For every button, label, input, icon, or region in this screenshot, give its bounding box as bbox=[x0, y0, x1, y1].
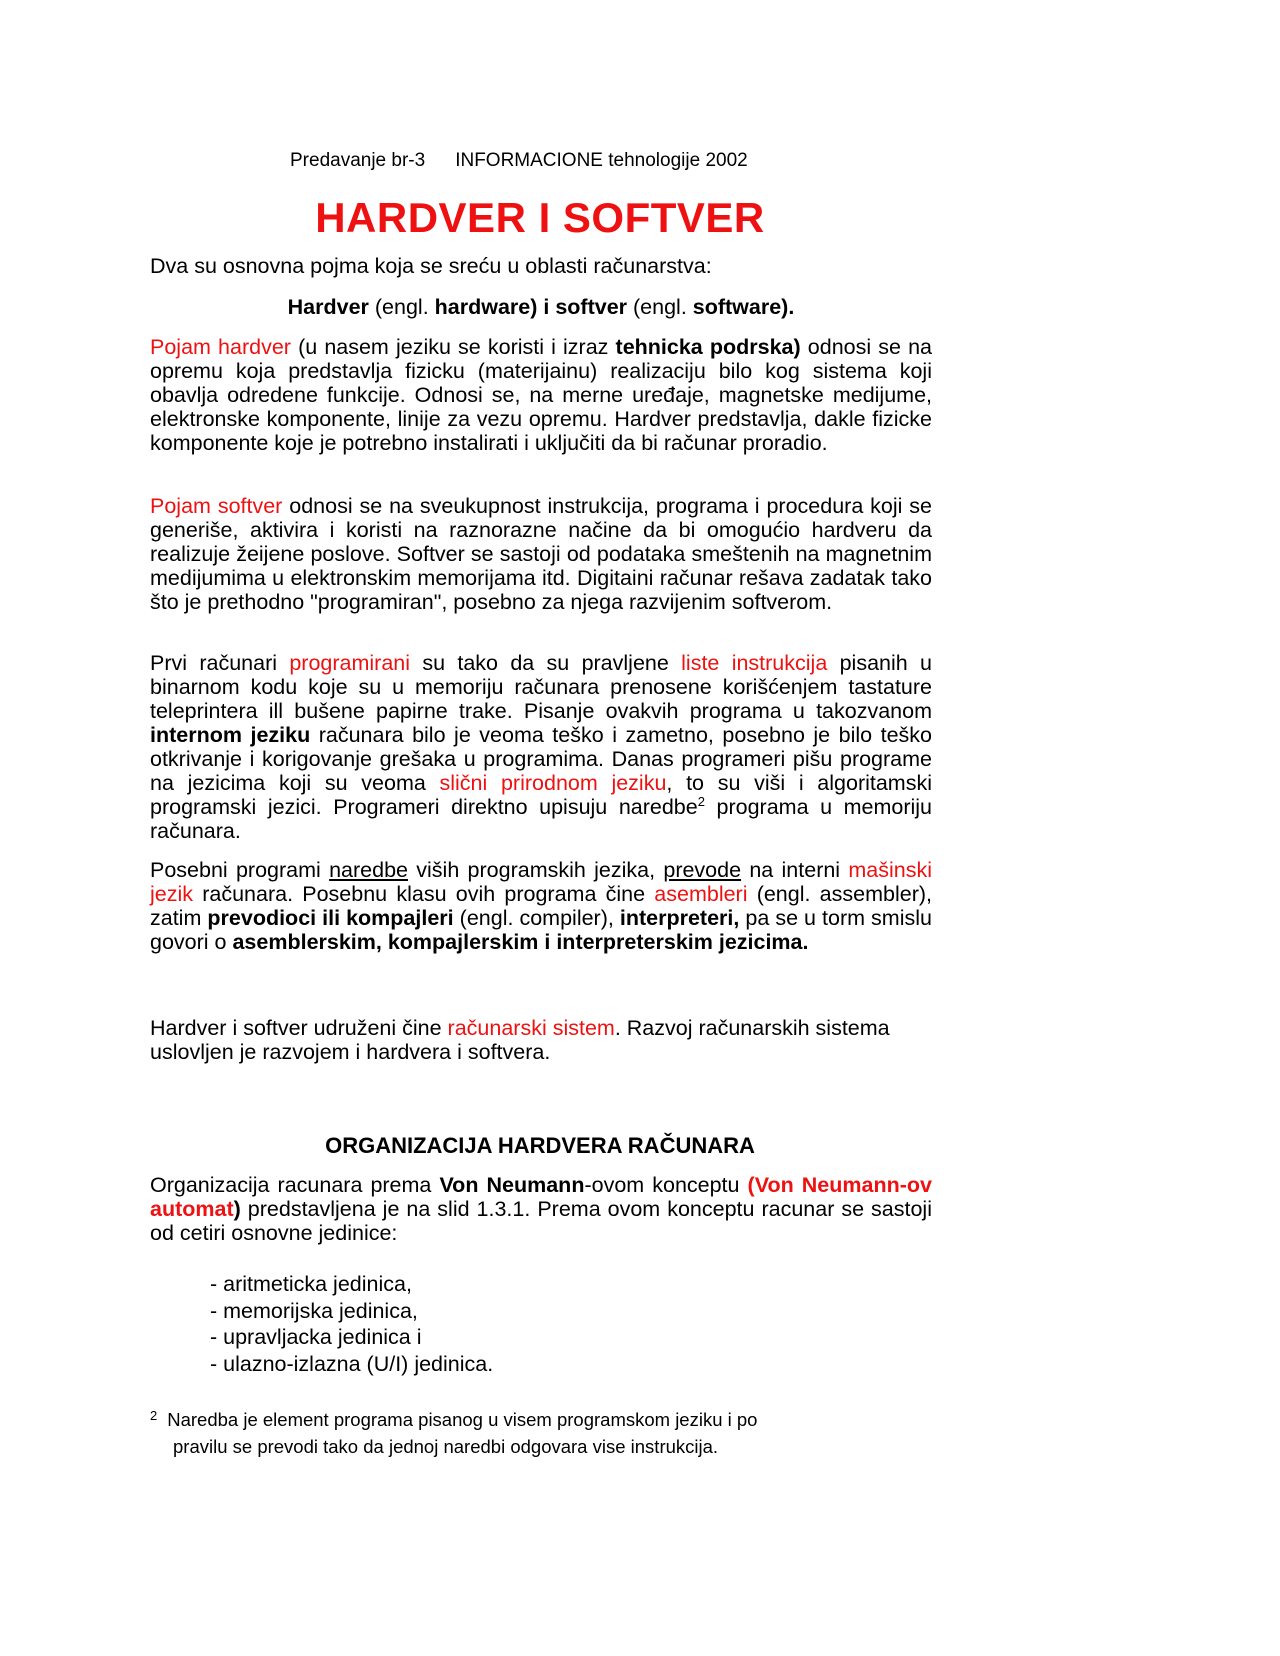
highlight-von-neumann-automat: Von Neumann-ov automat bbox=[150, 1173, 932, 1221]
terms-line bbox=[150, 295, 932, 319]
header-course: INFORMACIONE tehnologije 2002 bbox=[455, 150, 748, 171]
footnote-line-1: Naredba je element programa pisanog u visem programskom jeziku i po bbox=[167, 1409, 758, 1430]
intro-paragraph bbox=[150, 254, 932, 278]
list-item: - upravljacka jedinica i bbox=[210, 1325, 422, 1349]
paragraph-text: programa u memoriju računara. bbox=[150, 795, 933, 843]
paragraph-text: su tako da su pravljene bbox=[410, 651, 682, 675]
footnote-number: 2 bbox=[150, 1408, 158, 1423]
paragraph-text: računara. Posebnu klasu ovih programa čine bbox=[193, 882, 655, 906]
paragraph-hardver bbox=[150, 335, 932, 455]
highlight-liste-instrukcija: liste instrukcija bbox=[681, 651, 828, 675]
paragraph-text: Hardver i softver udruženi čine bbox=[150, 1016, 448, 1040]
paragraph-prevodioci bbox=[150, 858, 932, 954]
highlight-slicni-prirodnom-jeziku: slični prirodnom jeziku bbox=[439, 771, 667, 795]
highlight-racunarski-sistem: računarski sistem bbox=[447, 1016, 615, 1040]
term-software: software). bbox=[692, 295, 795, 319]
term-hardver: Hardver bbox=[287, 295, 369, 319]
bold-internom-jeziku: internom jeziku bbox=[150, 723, 311, 747]
footnote-ref: 2 bbox=[697, 793, 705, 809]
bold-prevodioci: prevodioci ili kompajleri bbox=[207, 906, 454, 930]
paragraph-text: Organizacija racunara prema bbox=[150, 1173, 440, 1197]
paragraph-text: pisanih u binarnom kodu koje su u memoriju računara prenosene korišćenjem tastature teleprintera ill bušene papirne trake. Pisanje ovakvih programa u takozvanom bbox=[150, 651, 932, 723]
highlight-pojam-softver: Pojam softver bbox=[150, 494, 283, 518]
term-hardware-softver: hardware) i softver bbox=[434, 295, 628, 319]
paragraph-text: viših programskih jezika, bbox=[408, 858, 664, 882]
highlight-pojam-hardver: Pojam hardver bbox=[150, 335, 291, 359]
paren-close: ) bbox=[233, 1197, 241, 1221]
paragraph-text: (engl. compiler), bbox=[453, 906, 620, 930]
paragraph-programiranje bbox=[150, 651, 932, 843]
paragraph-text: na interni bbox=[741, 858, 849, 882]
paragraph-text: odnosi se na sveukupnost instrukcija, programa i procedura koji se generiše, aktivira i koristi na raznorazne načine da bi omogućio hardveru da realizuje žeijene poslove. Softver se sastoji od podataka smeštenih na magnetnim medijumima u elektronskim memorijama itd. Digitaini računar rešava zadatak tako što je prethodno "programiran", posebno za njega razvijenim softverom. bbox=[150, 494, 933, 614]
paragraph-text: (u nasem jeziku se koristi i izraz bbox=[290, 335, 616, 359]
list-item: - aritmeticka jedinica, bbox=[210, 1272, 412, 1296]
paragraph-von-neumann bbox=[150, 1173, 932, 1245]
units-list bbox=[210, 1271, 493, 1377]
paragraph-text: . Razvoj računarskih sistema uslovljen je razvojem i hardvera i softvera. bbox=[150, 1016, 890, 1064]
paragraph-text: , to su viši i algoritamski programski jezici. Programeri direktno upisuju naredbe bbox=[150, 771, 932, 819]
footnote-line-2: pravilu se prevodi tako da jednoj naredbi odgovara vise instrukcija. bbox=[173, 1436, 719, 1457]
list-item: - memorijska jedinica, bbox=[210, 1298, 418, 1323]
bold-jezici: asemblerskim, kompajlerskim i interpreterskim jezicima. bbox=[232, 930, 809, 954]
paragraph-text: Posebni programi bbox=[150, 858, 330, 882]
underline-naredbe: naredbe bbox=[329, 858, 408, 882]
list-item: - ulazno-izlazna (U/I) jedinica. bbox=[210, 1351, 494, 1376]
intro-text: Dva su osnovna pojma koja se sreću u oblasti računarstva: bbox=[150, 254, 712, 278]
paragraph-text: predstavljena je na slid 1.3.1. Prema ovom konceptu racunar se sastoji od cetiri osnovne jedinice: bbox=[150, 1197, 932, 1245]
highlight-asembleri: asembleri bbox=[654, 882, 748, 906]
page-title: HARDVER I SOFTVER bbox=[315, 194, 765, 241]
page-header bbox=[290, 150, 748, 172]
bold-von-neumann: Von Neumann bbox=[439, 1173, 585, 1197]
terms-text: (engl. bbox=[368, 295, 435, 319]
paren-open: ( bbox=[747, 1173, 755, 1197]
bold-interpreteri: interpreteri, bbox=[619, 906, 740, 930]
paragraph-text: pa se u torm smislu govori o bbox=[150, 906, 932, 954]
terms-text: (engl. bbox=[627, 295, 693, 319]
underline-prevode: prevode bbox=[663, 858, 742, 882]
highlight-programirani: programirani bbox=[289, 651, 411, 675]
paragraph-racunarski-sistem bbox=[150, 1016, 932, 1064]
paragraph-text: (engl. assembler), zatim bbox=[150, 882, 932, 930]
paragraph-text: Prvi računari bbox=[150, 651, 290, 675]
section-heading: ORGANIZACIJA HARDVERA RAČUNARA bbox=[325, 1133, 755, 1158]
paragraph-text: -ovom konceptu bbox=[584, 1173, 748, 1197]
footnote bbox=[150, 1402, 757, 1460]
header-lecture: Predavanje br-3 bbox=[290, 150, 426, 171]
paragraph-text: računara bilo je veoma teško i zametno, posebno je bilo teško otkrivanje i korigovanje grešaka u programima. Danas programeri pišu programe na jezicima koji su veoma bbox=[150, 723, 932, 795]
paragraph-softver bbox=[150, 494, 932, 614]
paragraph-text: odnosi se na opremu koja predstavlja fizicku (materijainu) realizaciju bilo kog sistema koji obavlja odredene funkcije. Odnosi se, na merne uređaje, magnetske medijume, elektronske komponente, linije za vezu opremu. Hardver predstavlja, dakle fizicke komponente koje je potrebno instalirati i uključiti da bi računar proradio. bbox=[150, 335, 932, 455]
highlight-masinski-jezik: mašinski jezik bbox=[150, 858, 933, 906]
bold-tehnicka-podrska: tehnicka podrska) bbox=[615, 335, 801, 359]
